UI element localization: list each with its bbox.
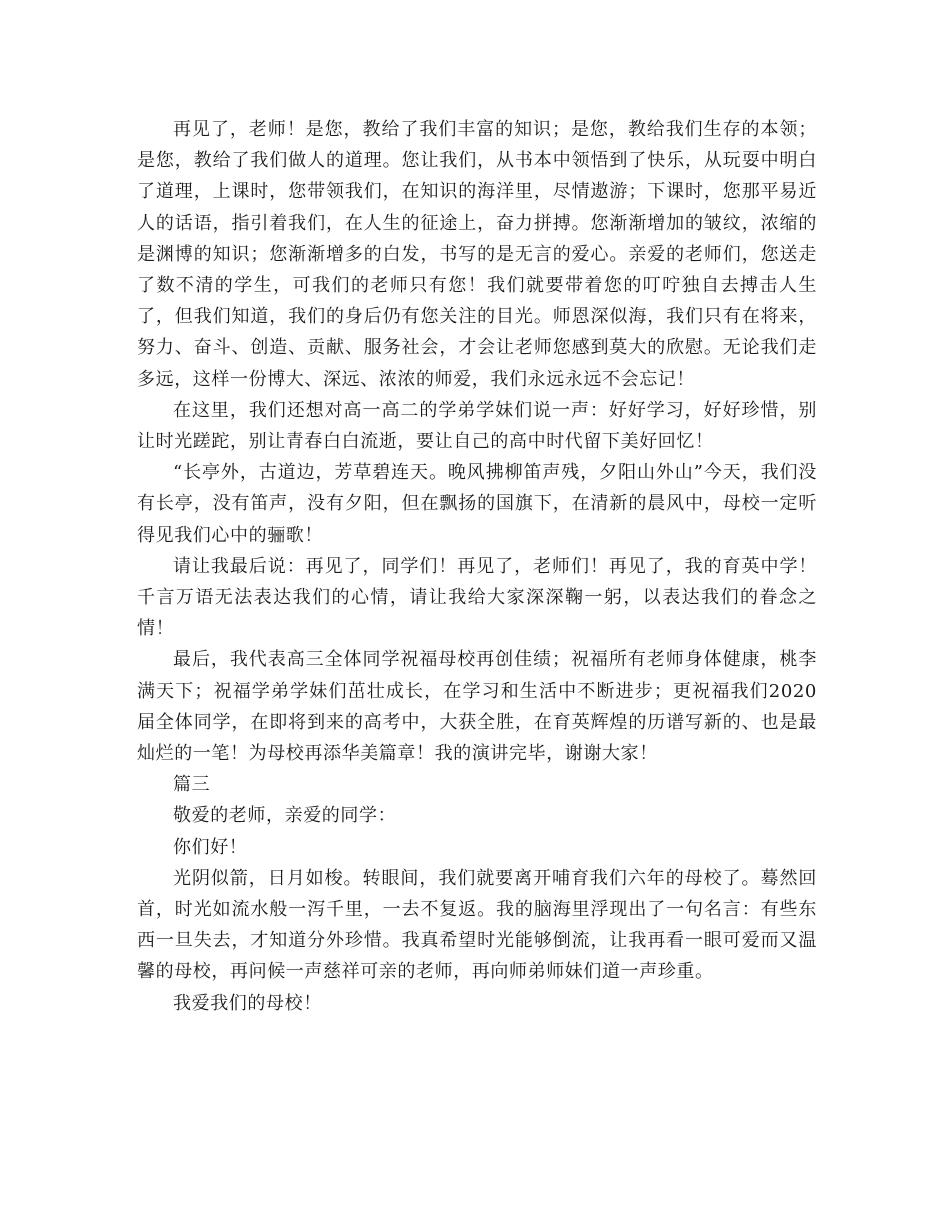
- paragraph-farewell-teachers: 再见了，老师！是您，教给了我们丰富的知识；是您，教给我们生存的本领；是您，教给了我们做人的道理。您让我们，从书本中领悟到了快乐，从玩耍中明白了道理，上课时，您带领我们，在知识的海洋里，尽情遨游；下课时，您那平易近人的话语，指引着我们，在人生的征途上，奋力拼搏。您渐渐增加的皱纹，浓缩的是渊博的知识；您渐渐增多的白发，书写的是无言的爱心。亲爱的老师们，您送走了数不清的学生，可我们的老师只有您！我们就要带着您的叮咛独自去搏击人生了，但我们知道，我们的身后仍有您关注的目光。师恩深似海，我们只有在将来，努力、奋斗、创造、贡献、服务社会，才会让老师您感到莫大的欣慰。无论我们走多远，这样一份博大、深远、浓浓的师爱，我们永远永远不会忘记！: [137, 119, 817, 390]
- paragraph-time-flies: 光阴似箭，日月如梭。转眼间，我们就要离开哺育我们六年的母校了。蓦然回首，时光如流水般一泻千里，一去不复返。我的脑海里浮现出了一句名言：有些东西一旦失去，才知道分外珍惜。我真希望时光能够倒流，让我再看一眼可爱而又温馨的母校，再问候一声慈祥可亲的老师，再向师弟师妹们道一声珍重。: [137, 867, 817, 983]
- salutation: 敬爱的老师，亲爱的同学：: [173, 805, 397, 827]
- paragraph-blessings: 最后，我代表高三全体同学祝福母校再创佳绩；祝福所有老师身体健康，桃李满天下；祝福学弟学妹们茁壮成长，在学习和生活中不断进步；更祝福我们2020届全体同学，在即将到来的高考中，大获全胜，在育英辉煌的历谱写新的、也是最灿烂的一笔！为母校再添华美篇章！我的演讲完毕，谢谢大家！: [137, 649, 817, 765]
- paragraph-last-words: 请让我最后说：再见了，同学们！再见了，老师们！再见了，我的育英中学！千言万语无法表达我们的心情，请让我给大家深深鞠一躬，以表达我们的眷念之情！: [137, 555, 817, 640]
- section-heading: 篇三: [173, 774, 211, 796]
- paragraph-song-quote: “长亭外，古道边，芳草碧连天。晚风拂柳笛声残，夕阳山外山”今天，我们没有长亭，没有笛声，没有夕阳，但在飘扬的国旗下，在清新的晨风中，母校一定听得见我们心中的骊歌！: [137, 462, 817, 546]
- greeting: 你们好！: [173, 836, 248, 858]
- paragraph-love-school: 我爱我们的母校！: [173, 992, 322, 1014]
- document-page: [137, 114, 817, 1019]
- paragraph-juniors: 在这里，我们还想对高一高二的学弟学妹们说一声：好好学习，好好珍惜，别让时光蹉跎，别让青春白白流逝，要让自己的高中时代留下美好回忆！: [137, 399, 817, 453]
